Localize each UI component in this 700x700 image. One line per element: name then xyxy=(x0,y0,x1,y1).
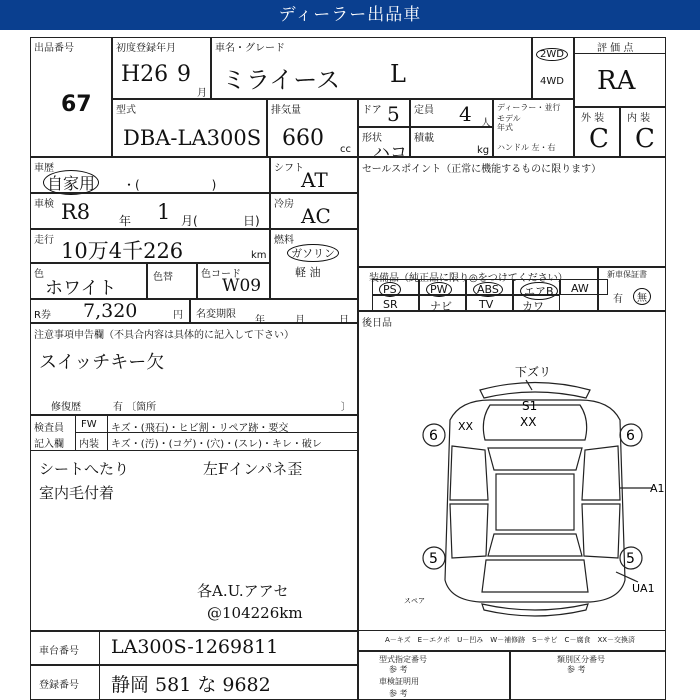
chassis-cell xyxy=(30,631,358,665)
shape-cell xyxy=(358,127,410,163)
history-cell xyxy=(30,157,270,193)
inspection-month: 1 xyxy=(157,200,171,224)
history-value: 自家用 xyxy=(43,170,99,195)
inspector-col-divider xyxy=(75,416,76,450)
exterior-cell xyxy=(574,107,620,157)
notes-cell xyxy=(30,323,358,415)
load-unit: kg xyxy=(477,145,490,156)
equip-ps: PS xyxy=(372,279,419,295)
reg-cert-label: 車検証明用 xyxy=(379,677,419,686)
model-cell xyxy=(112,99,267,157)
color-change-label: 色替 xyxy=(153,272,173,283)
name-change-day: 日 xyxy=(339,315,349,326)
inspection-year: R8 xyxy=(61,200,91,224)
car-grade-value: L xyxy=(390,60,406,88)
color-code-cell xyxy=(197,263,270,299)
type-number-ref: 参 考 xyxy=(389,665,408,674)
door-label: ドア xyxy=(362,105,382,116)
tire-rr-depth: 5 xyxy=(626,551,635,567)
reg-date-cell xyxy=(112,37,211,99)
equip-leather: カワ xyxy=(513,295,560,311)
type-number-label: 型式指定番号 xyxy=(379,655,427,664)
roof xyxy=(496,474,574,530)
roof-note-2: XX xyxy=(520,415,537,429)
history-rest: ・( ) xyxy=(123,178,217,192)
repair-end: 〕 xyxy=(341,402,351,413)
displacement-unit: cc xyxy=(340,144,351,155)
capacity-cell xyxy=(410,99,493,127)
spare-note: スペア xyxy=(404,597,425,605)
inspector-label-1: 検査員 xyxy=(34,423,64,434)
color-change-cell xyxy=(147,263,197,299)
fuel-diesel: 軽 油 xyxy=(295,266,321,279)
equip-tv: TV xyxy=(466,295,513,311)
inspection-year-unit: 年 xyxy=(119,214,132,228)
score-label: 評 価 点 xyxy=(597,43,634,54)
chassis-divider xyxy=(99,632,100,664)
repair-text: 有 〔箇所 xyxy=(113,402,157,413)
ac-label: 冷房 xyxy=(274,199,294,210)
recycle-unit: 円 xyxy=(173,310,183,321)
note-bottom-1: 各A.U.アアセ xyxy=(197,582,289,600)
color-code-value: W09 xyxy=(222,276,262,296)
mileage-label: 走行 xyxy=(34,235,54,246)
chassis-value: LA300S-1269811 xyxy=(111,636,279,658)
front-note: 下ズリ xyxy=(515,365,552,379)
tire-rl-depth: 5 xyxy=(429,551,438,567)
plate-value: 静岡 581 な 9682 xyxy=(111,674,271,696)
notes-label: 注意事項申告欄（不具合内容は具体的に記入して下さい） xyxy=(34,330,294,341)
capacity-value: 4 xyxy=(459,102,472,126)
drive-4wd: 4WD xyxy=(540,76,564,87)
later-items-label: 後日品 xyxy=(362,318,392,329)
color-code-label: 色コード xyxy=(201,269,241,280)
tire-fl-depth: 6 xyxy=(429,428,438,444)
class-number-cell xyxy=(510,651,666,700)
sales-point-cell xyxy=(358,157,666,267)
reg-cert-ref: 参 考 xyxy=(389,689,408,698)
shape-value: ハコ xyxy=(373,143,407,163)
windshield xyxy=(488,448,582,470)
drive-cell xyxy=(532,37,574,99)
fw-items: キズ・(飛石)・ヒビ割・リペア跡・要交 xyxy=(111,423,289,434)
plate-divider xyxy=(99,666,100,699)
left-front-note: XX xyxy=(458,420,474,433)
front-pointer xyxy=(526,380,532,390)
fuel-cell xyxy=(270,229,358,299)
exterior-label: 外 装 xyxy=(581,113,605,124)
model-year-label: モデル年式 xyxy=(497,114,521,132)
name-change-label: 名変期限 xyxy=(196,309,236,320)
tire-fr-depth: 6 xyxy=(626,428,635,444)
left-front-door xyxy=(450,446,488,500)
note-bottom-2: @104226km xyxy=(207,604,303,622)
inspection-cell xyxy=(30,193,270,229)
interior-items: キズ・(汚)・(コゲ)・(穴)・(スレ)・キレ・破レ xyxy=(111,439,322,450)
chassis-label: 車台番号 xyxy=(39,646,79,657)
inspection-month-unit: 月( xyxy=(181,214,198,228)
fuel-gas: ガソリン xyxy=(287,244,339,262)
equip-navi: ナビ xyxy=(419,295,466,311)
mileage-cell xyxy=(30,229,270,263)
capacity-unit: 人 xyxy=(481,118,491,129)
ua1-note: UA1 xyxy=(632,582,655,595)
reg-month-unit: 月 xyxy=(197,88,207,99)
fuel-label: 燃料 xyxy=(274,235,294,246)
recycle-label: R券 xyxy=(34,310,51,321)
history-label: 車歴 xyxy=(34,163,54,174)
recycle-cell xyxy=(30,299,190,323)
sales-point-label: セールスポイント（正常に機能するものに限ります） xyxy=(362,164,602,175)
right-rear-door xyxy=(582,504,620,558)
car-name-value: ミライース xyxy=(222,66,341,94)
inspector-col-divider-2 xyxy=(107,416,108,450)
equip-pw: PW xyxy=(419,279,466,295)
interior-label: 内 装 xyxy=(627,113,651,124)
inspection-day-unit: 日) xyxy=(243,214,260,228)
mileage-value: 10万4千226 xyxy=(61,239,184,263)
equip-sr: SR xyxy=(372,295,419,311)
right-front-door xyxy=(582,446,620,500)
shift-cell xyxy=(270,157,358,193)
door-cell xyxy=(358,99,410,127)
door-value: 5 xyxy=(387,102,400,126)
rear-bumper xyxy=(482,604,588,616)
left-rear-door xyxy=(450,504,488,558)
ac-value: AC xyxy=(301,204,331,228)
color-value: ホワイト xyxy=(45,278,117,299)
class-number-ref: 参 考 xyxy=(567,665,586,674)
exterior-value: C xyxy=(589,124,609,154)
name-change-cell xyxy=(190,299,358,326)
displacement-label: 排気量 xyxy=(271,105,301,116)
color-label: 色 xyxy=(34,269,44,280)
equip-aw: AW xyxy=(560,279,608,295)
displacement-value: 660 xyxy=(282,126,324,151)
fw-label: FW xyxy=(81,419,97,430)
note-left-2: 室内毛付着 xyxy=(39,484,115,502)
page-header: ディーラー出品車 xyxy=(0,0,700,30)
car-name-cell xyxy=(211,37,532,99)
reg-date-label: 初度登録年月 xyxy=(116,43,176,54)
handle-label: ハンドル 左・右 xyxy=(497,143,556,152)
interior-value: C xyxy=(635,124,655,154)
warranty-no: 無 xyxy=(633,288,651,305)
dealer-cell xyxy=(493,99,574,157)
equip-airbag: エアB xyxy=(513,279,560,295)
load-cell xyxy=(410,127,493,157)
plate-cell xyxy=(30,665,358,700)
model-value: DBA-LA300S xyxy=(123,126,262,150)
capacity-label: 定員 xyxy=(414,105,434,116)
note-right: 左Fインパネ歪 xyxy=(203,460,303,478)
interior-cell xyxy=(620,107,666,157)
equipment-label: 装備品（純正品に限り◎をつけてください） xyxy=(369,273,568,284)
model-label: 型式 xyxy=(116,105,136,116)
color-cell xyxy=(30,263,147,299)
inspector-cell xyxy=(30,415,358,631)
displacement-cell xyxy=(267,99,358,157)
shape-label: 形状 xyxy=(362,133,382,144)
ac-cell xyxy=(270,193,358,229)
equipment-grid xyxy=(372,279,608,311)
rear-window xyxy=(488,534,582,556)
notes-value: スイッチキー欠 xyxy=(39,352,165,373)
lot-label: 出品番号 xyxy=(34,43,74,54)
interior-items-label: 内装 xyxy=(79,439,99,450)
shift-value: AT xyxy=(301,168,328,192)
a1-note: A1 xyxy=(650,482,665,495)
score-cell xyxy=(574,37,666,107)
name-change-year: 年 xyxy=(255,315,265,326)
score-value: RA xyxy=(597,66,636,96)
type-number-cell xyxy=(358,651,510,700)
repair-label: 修復歴 xyxy=(51,402,81,413)
rear-hatch xyxy=(482,560,588,592)
damage-legend: A－キズ E－エクボ U－凹み W－補修跡 S－サビ C－腐食 XX－交換済 xyxy=(385,636,636,644)
note-left-1: シートへたり xyxy=(39,460,130,478)
equip-abs: ABS xyxy=(466,279,513,295)
legend-cell xyxy=(358,631,666,651)
mileage-unit: km xyxy=(251,250,267,261)
lot-number: 67 xyxy=(61,92,92,117)
inspection-label: 車検 xyxy=(34,199,54,210)
car-name-label: 車名・グレード xyxy=(215,43,285,54)
warranty-label: 新車保証書 xyxy=(607,270,647,279)
reg-year: H26 xyxy=(121,62,169,87)
shift-label: シフト xyxy=(274,163,304,174)
class-number-label: 類別区分番号 xyxy=(557,655,605,664)
lot-cell xyxy=(30,37,112,157)
warranty-yes: 有 xyxy=(613,294,623,305)
front-bumper xyxy=(480,383,590,399)
ua1-pointer xyxy=(616,572,638,582)
reg-month: 9 xyxy=(177,62,191,87)
plate-label: 登録番号 xyxy=(39,680,79,691)
inspector-label-2: 記入欄 xyxy=(34,439,64,450)
roof-note-1: S1 xyxy=(522,399,538,413)
warranty-cell xyxy=(598,267,666,311)
car-damage-diagram xyxy=(400,360,670,625)
recycle-value: 7,320 xyxy=(83,300,138,322)
load-label: 積載 xyxy=(414,133,434,144)
dealer-label: ディーラー・並行 xyxy=(497,103,561,112)
name-change-month: 月 xyxy=(295,315,305,326)
drive-2wd: 2WD xyxy=(536,48,568,61)
